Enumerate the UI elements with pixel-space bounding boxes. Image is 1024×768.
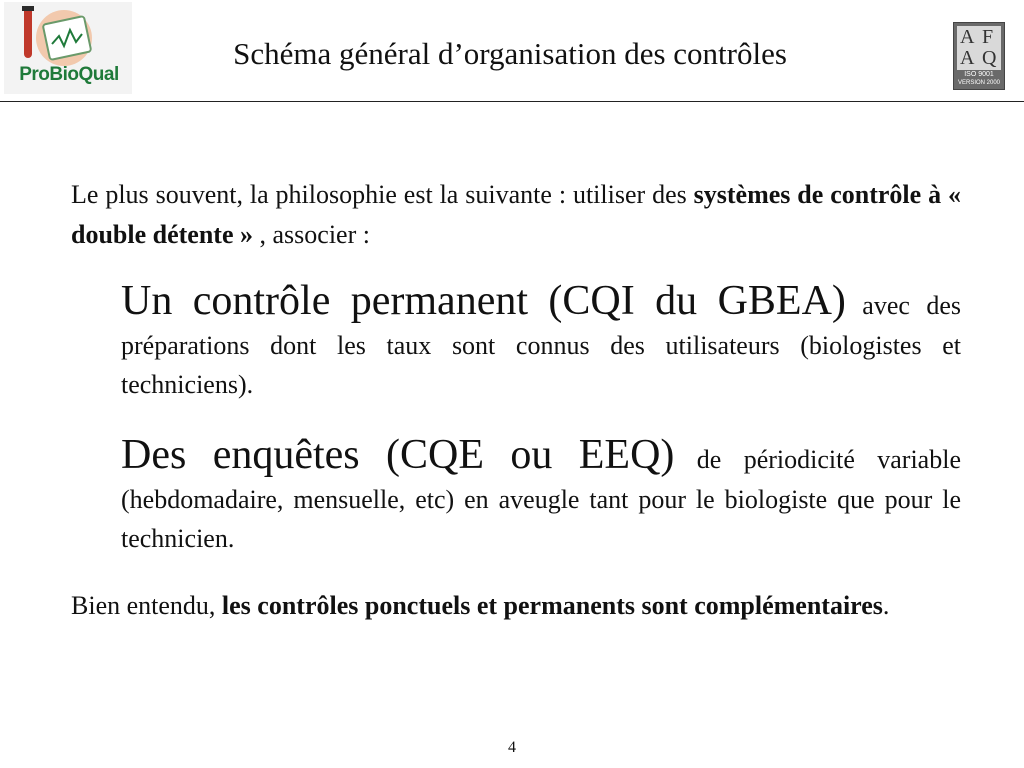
afaq-iso-line: ISO 9001 xyxy=(964,71,994,78)
intro-text: Le plus souvent, la philosophie est la suivante : utiliser des xyxy=(71,180,694,209)
list-item-text: avec des préparations dont les taux sont connus des utilisateurs (biologistes et techniciens). xyxy=(121,291,961,399)
page-number: 4 xyxy=(508,739,516,756)
probioqual-logo xyxy=(4,2,132,94)
probioqual-logo-text: ProBioQual xyxy=(19,64,119,85)
intro-paragraph xyxy=(71,175,961,255)
intro-emphasis: systèmes de contrôle à « double détente » xyxy=(71,180,961,249)
afaq-letter-a2: A xyxy=(960,47,975,69)
list-item-lead: Un contrôle permanent (CQI du GBEA) xyxy=(121,278,846,324)
afaq-logo xyxy=(953,22,1005,90)
slide-title: Schéma général d’organisation des contrôles xyxy=(233,36,787,71)
afaq-letter-q: Q xyxy=(982,47,997,69)
afaq-letter-f: F xyxy=(982,26,994,48)
conclusion-trailing-text: . xyxy=(882,591,890,620)
afaq-letter-a1: A xyxy=(960,26,975,48)
list-item xyxy=(121,276,961,404)
list-item-lead: Des enquêtes (CQE ou EEQ) xyxy=(121,432,675,478)
conclusion-paragraph xyxy=(71,586,961,626)
conclusion-text: Bien entendu, xyxy=(71,591,222,620)
intro-trailing-text: , associer : xyxy=(253,220,370,249)
header-divider xyxy=(0,101,1024,102)
conclusion-emphasis: les contrôles ponctuels et permanents sont complémentaires xyxy=(221,591,883,620)
afaq-letters-box xyxy=(957,26,1001,70)
afaq-version-line: VERSION 2000 xyxy=(957,80,1001,86)
list-item-text: de périodicité variable (hebdomadaire, mensuelle, etc) en aveugle tant pour le biologiste que pour le technicien. xyxy=(121,445,961,553)
list-item xyxy=(121,430,961,558)
